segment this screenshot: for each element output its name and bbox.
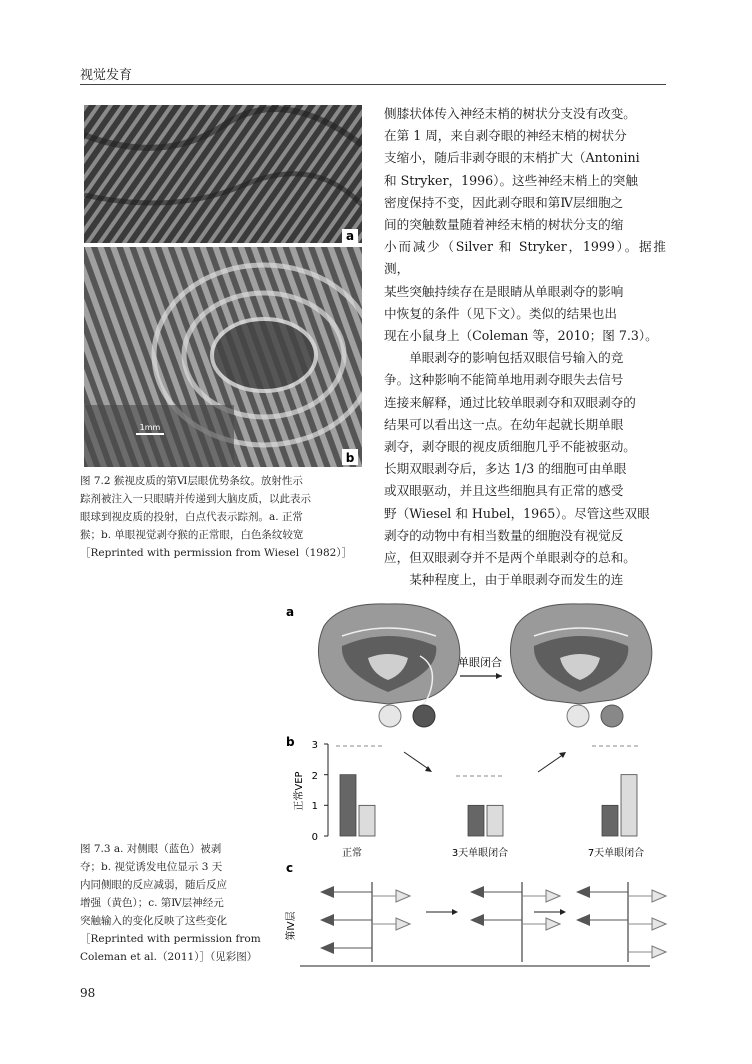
caption-line: 眼球到视皮质的投射，白点代表示踪剂。a. 正常	[80, 511, 303, 523]
bar-contra-0	[340, 775, 356, 836]
ipsi-synapse	[652, 946, 666, 958]
caption-line: 踪剂被注入一只眼睛并传递到大脑皮质，以此表示	[80, 493, 311, 505]
caption-line: Coleman et al.（2011）］（见彩图）	[80, 951, 258, 963]
text-line: 结果可以看出这一点。在幼年起就长期单眼	[384, 416, 624, 432]
panel-b-label: b	[345, 451, 355, 465]
ipsi-synapse	[652, 890, 666, 902]
caption-line: 图 7.2 猴视皮质的第Ⅵ层眼优势条纹。放射性示	[80, 475, 303, 487]
bar-ipsi-2	[621, 775, 637, 836]
page-number: 98	[80, 986, 96, 1000]
text-line: 中恢复的条件（见下文）。类似的结果也出	[384, 305, 617, 321]
brain-right	[510, 604, 651, 704]
caption-line: 猴；b. 单眼视觉剥夺猴的正常眼，白色条纹较宽	[80, 529, 304, 541]
y-tick-label: 3	[311, 740, 318, 751]
text-line: 某些突触持续存在是眼睛从单眼剥夺的影响	[384, 283, 624, 299]
figure-7-2-panel-b	[84, 247, 362, 467]
contra-synapse	[470, 914, 484, 926]
text-line: 长期双眼剥夺后，多达 1/3 的细胞可由单眼	[384, 461, 627, 477]
figure-7-2-photos	[84, 105, 362, 467]
ipsi-eye-icon	[567, 705, 589, 727]
arrow-down-icon	[404, 752, 430, 770]
x-category-label: 正常	[342, 848, 362, 859]
running-header: 视觉发育	[80, 68, 133, 83]
text-line: 间的突触数量随着神经末梢的树状分支的缩	[384, 217, 624, 233]
layer-iv-label: 第Ⅳ层	[286, 911, 297, 941]
text-line: 野（Wiesel 和 Hubel，1965）。尽管这些双眼	[384, 505, 650, 521]
bar-contra-2	[602, 805, 618, 836]
caption-line: 增强（黄色）；c. 第Ⅳ层神经元	[80, 897, 224, 909]
bar-series	[340, 775, 637, 836]
text-line: 侧膝状体传入神经末梢的树状分支没有改变。	[384, 106, 636, 121]
y-tick-label: 2	[311, 771, 318, 782]
contra-synapse	[320, 942, 334, 954]
scale-bar-label: 1mm	[139, 423, 161, 432]
text-line: 密度保持不变，因此剥夺眼和第Ⅳ层细胞之	[384, 194, 624, 210]
header-rule	[80, 84, 666, 85]
y-tick-label: 1	[311, 801, 318, 812]
fig73-panel-c-label: c	[286, 861, 294, 875]
arrowhead-icon	[496, 673, 502, 679]
text-line: 剥夺，剥夺眼的视皮质细胞几乎不能被驱动。	[384, 439, 636, 455]
arrowhead-icon	[452, 909, 458, 915]
brain-left	[318, 604, 459, 708]
contra-synapse	[470, 886, 484, 898]
bar-ipsi-1	[487, 805, 503, 836]
figure-7-3	[280, 596, 670, 974]
ipsi-synapse	[396, 890, 410, 902]
text-line: 某种程度上，由于单眼剥夺而发生的连	[409, 572, 624, 588]
arrow-up-icon	[538, 754, 564, 772]
text-line: 争。这种影响不能简单地用剥夺眼失去信号	[384, 372, 624, 388]
caption-line: 突触输入的变化反映了这些变化	[80, 915, 227, 927]
figure-7-2-panel-a	[84, 105, 362, 243]
y-tick-label: 0	[311, 832, 318, 843]
monocular-closure-label: 单眼闭合	[458, 656, 502, 669]
fig73-panel-b-label: b	[286, 735, 295, 749]
bar-ipsi-0	[359, 805, 375, 836]
y-axis-label: 正常VEP	[294, 771, 305, 811]
contra-synapse	[320, 886, 334, 898]
caption-line: ［Reprinted with permission from	[80, 933, 261, 945]
ipsi-eye-icon	[379, 705, 401, 727]
text-line: 小而减少（Silver 和 Stryker，1999）。据推测，	[384, 239, 666, 277]
text-line: 应，但双眼剥夺并不是两个单眼剥夺的总和。	[384, 550, 636, 566]
ipsi-synapse	[396, 918, 410, 930]
text-line: 连接来解释，通过比较单眼剥夺和双眼剥夺的	[384, 394, 636, 410]
text-line: 剥夺的动物中有相当数量的细胞没有视觉反	[384, 527, 624, 543]
contra-eye-icon	[413, 705, 435, 727]
text-line: 和 Stryker，1996）。这些神经末梢上的突触	[384, 172, 638, 188]
bar-contra-1	[468, 805, 484, 836]
body-text	[384, 103, 666, 591]
panel-a-label: a	[345, 229, 355, 243]
synapse-diagrams	[320, 882, 666, 962]
text-line: 单眼剥夺的影响包括双眼信号输入的竞	[409, 350, 624, 366]
y-ticks	[324, 744, 328, 836]
figure-7-3-caption	[80, 840, 262, 966]
contra-eye-closed-icon	[601, 705, 623, 727]
contra-synapse	[576, 914, 590, 926]
x-category-label: 7天单眼闭合	[587, 848, 645, 859]
contra-synapse	[576, 886, 590, 898]
text-line: 支缩小，随后非剥夺眼的末梢扩大（Antonini	[384, 150, 640, 166]
contra-synapse	[320, 914, 334, 926]
fig73-panel-a-label: a	[286, 605, 295, 619]
text-line: 或双眼驱动，并且这些细胞具有正常的感受	[384, 483, 624, 499]
text-line: 现在小鼠身上（Coleman 等，2010；图 7.3）。	[384, 328, 658, 344]
x-category-label: 3天单眼闭合	[451, 848, 509, 859]
ipsi-synapse	[652, 918, 666, 930]
ipsi-synapse	[546, 918, 560, 930]
figure-7-2-caption	[80, 472, 364, 562]
arrowhead-icon	[560, 909, 566, 915]
ipsi-synapse	[546, 890, 560, 902]
caption-line: 内同侧眼的反应减弱，随后反应	[80, 879, 227, 891]
caption-line: 图 7.3 a. 对侧眼（蓝色）被剥	[80, 843, 222, 855]
caption-line: 夺；b. 视觉诱发电位显示 3 天	[80, 861, 223, 873]
text-line: 在第 1 周，来自剥夺眼的神经末梢的树状分	[384, 128, 627, 144]
caption-line: ［Reprinted with permission from Wiesel（1982）］	[80, 547, 353, 559]
